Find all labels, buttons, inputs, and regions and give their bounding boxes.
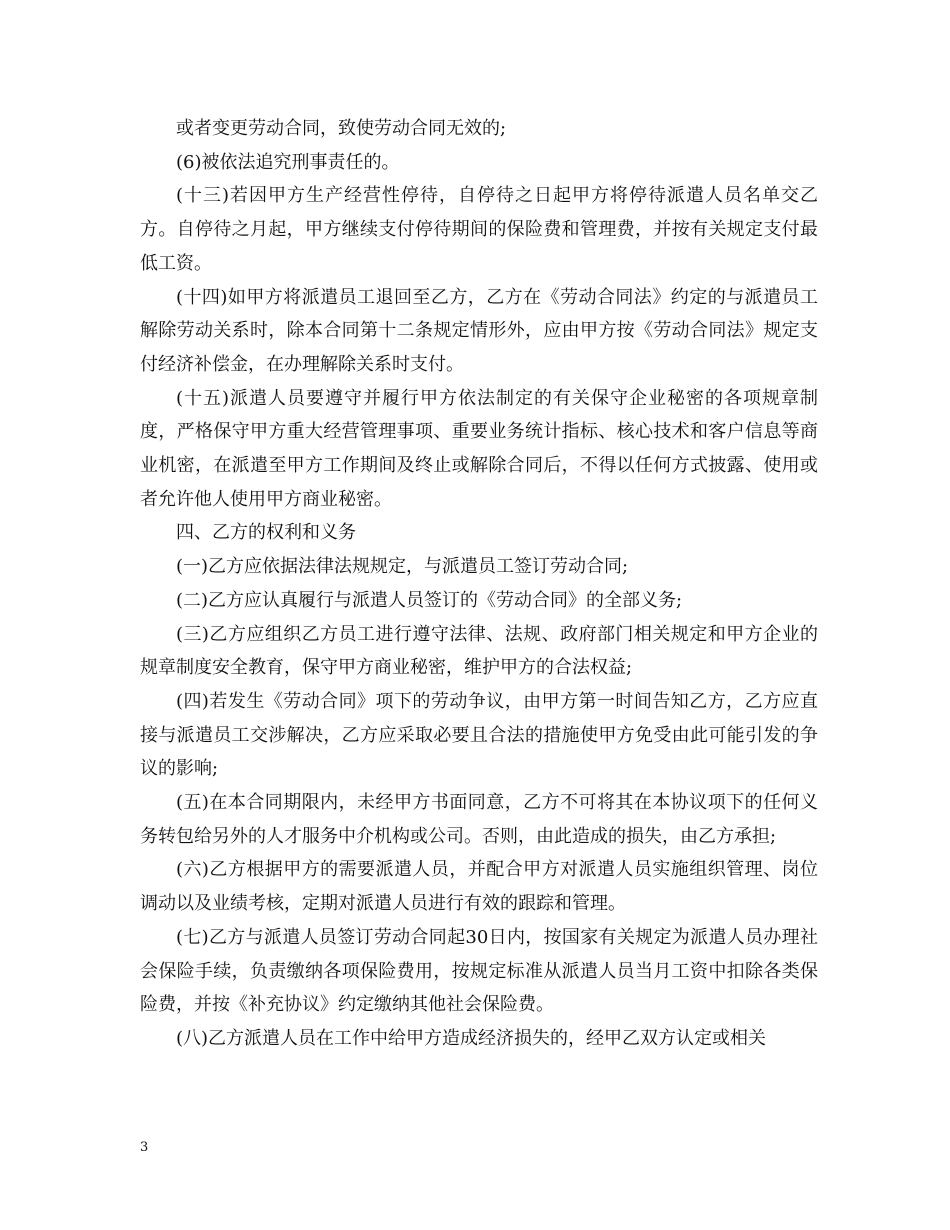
paragraph-party-b-2: (二)乙方应认真履行与派遣人员签订的《劳动合同》的全部义务; — [176, 589, 683, 611]
paragraph-party-b-7: (七)乙方与派遣人员签订劳动合同起30日内，按国家有关规定为派遣人员办理社会保险手续，负责缴纳各项保险费用，按规定标准从派遣人员当月工资中扣除各类保险费，并按《补充协议》约定缴纳其他社会保险费。 — [140, 926, 818, 1016]
paragraph-party-b-1: (一)乙方应依据法律法规规定，与派遣员工签订劳动合同; — [176, 556, 629, 578]
page-number: 3 — [140, 1140, 149, 1155]
paragraph-item-6: (6)被依法追究刑事责任的。 — [176, 151, 400, 173]
paragraph-clause-14: (十四)如甲方将派遣员工退回至乙方，乙方在《劳动合同法》约定的与派遣员工解除劳动关系时，除本合同第十二条规定情形外，应由甲方按《劳动合同法》规定支付经济补偿金，在办理解除关系时支付。 — [140, 286, 818, 375]
paragraph-clause-13: (十三)若因甲方生产经营性停待，自停待之日起甲方将停待派遣人员名单交乙方。自停待之月起，甲方继续支付停待期间的保险费和管理费，并按有关规定支付最低工资。 — [140, 185, 818, 274]
paragraph-party-b-8: (八)乙方派遣人员在工作中给甲方造成经济损失的，经甲乙双方认定或相关 — [176, 1027, 767, 1049]
paragraph-party-b-3: (三)乙方应组织乙方员工进行遵守法律、法规、政府部门相关规定和甲方企业的规章制度安全教育，保守甲方商业秘密，维护甲方的合法权益; — [140, 623, 818, 679]
section-heading-party-b: 四、乙方的权利和义务 — [176, 522, 356, 544]
document-body — [140, 112, 818, 1056]
paragraph-party-b-6: (六)乙方根据甲方的需要派遣人员，并配合甲方对派遣人员实施组织管理、岗位调动以及业绩考核，定期对派遣人员进行有效的跟踪和管理。 — [140, 859, 818, 915]
paragraph-clause-15: (十五)派遣人员要遵守并履行甲方依法制定的有关保守企业秘密的各项规章制度，严格保守甲方重大经营管理事项、重要业务统计指标、核心技术和客户信息等商业机密，在派遣至甲方工作期间及终止或解除合同后，不得以任何方式披露、使用或者允许他人使用甲方商业秘密。 — [140, 387, 818, 510]
paragraph-continuation: 或者变更劳动合同，致使劳动合同无效的; — [176, 118, 507, 139]
paragraph-party-b-5: (五)在本合同期限内，未经甲方书面同意，乙方不可将其在本协议项下的任何义务转包给另外的人才服务中介机构或公司。否则，由此造成的损失，由乙方承担; — [140, 792, 818, 847]
paragraph-party-b-4: (四)若发生《劳动合同》项下的劳动争议，由甲方第一时间告知乙方，乙方应直接与派遣员工交涉解决，乙方应采取必要且合法的措施使甲方免受由此可能引发的争议的影响; — [140, 690, 818, 780]
